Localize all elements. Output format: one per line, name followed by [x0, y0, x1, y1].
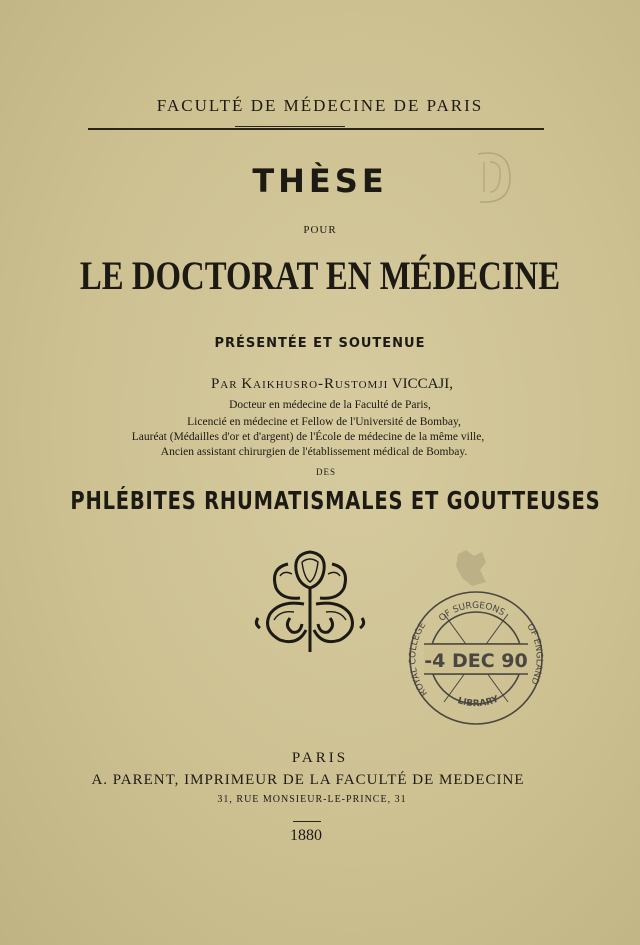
credential-line: Docteur en médecine de la Faculté de Paris, [229, 399, 431, 411]
stamp-top-arc: OF SURGEONS [437, 600, 507, 624]
stamp-date: -4 DEC 90 [424, 650, 528, 672]
imprint-city: PARIS [291, 750, 349, 766]
imprint-printer: A. PARENT, IMPRIMEUR DE LA FACULTÉ DE MEDECINE [91, 772, 525, 788]
header-rule [88, 128, 544, 130]
credential-line: Lauréat (Médailles d'or et d'argent) de l'École de médecine de la même ville, [131, 431, 485, 443]
credential-line: Ancien assistant chirurgien de l'établissement médical de Bombay. [160, 446, 468, 458]
thesis-subject: PHLÉBITES RHUMATISMALES ET GOUTTEUSES [70, 486, 601, 515]
degree-title: LE DOCTORAT EN MÉDECINE [79, 253, 561, 298]
library-stamp-icon [404, 586, 548, 730]
faculty-header: FACULTÉ DE MÉDECINE DE PARIS [156, 96, 484, 115]
author-surname: VICCAJI, [391, 376, 454, 392]
header-rule-accent [235, 126, 345, 127]
faint-crest-icon [452, 548, 492, 588]
imprint-rule [293, 821, 321, 822]
pour-label: POUR [303, 224, 337, 236]
des-label: DES [315, 467, 336, 477]
imprint-address: 31, RUE MONSIEUR-LE-PRINCE, 31 [217, 794, 407, 805]
author-given-names: Kaikhusro-Rustomji [241, 376, 389, 392]
stamp-left-arc: ROYAL COLLEGE [408, 620, 430, 698]
stamp-bottom-arc: LIBRARY [456, 694, 501, 710]
par-label: Par [210, 376, 238, 392]
document-type: THÈSE [252, 162, 388, 200]
credential-line: Licencié en médecine et Fellow de l'Université de Bombay, [187, 416, 461, 428]
printer-monogram-icon [250, 548, 370, 658]
presented-line: PRÉSENTÉE ET SOUTENUE [214, 336, 426, 351]
stamp-right-arc: OF ENGLAND [524, 622, 544, 686]
publication-year: 1880 [290, 827, 322, 844]
author-line [12, 376, 640, 393]
